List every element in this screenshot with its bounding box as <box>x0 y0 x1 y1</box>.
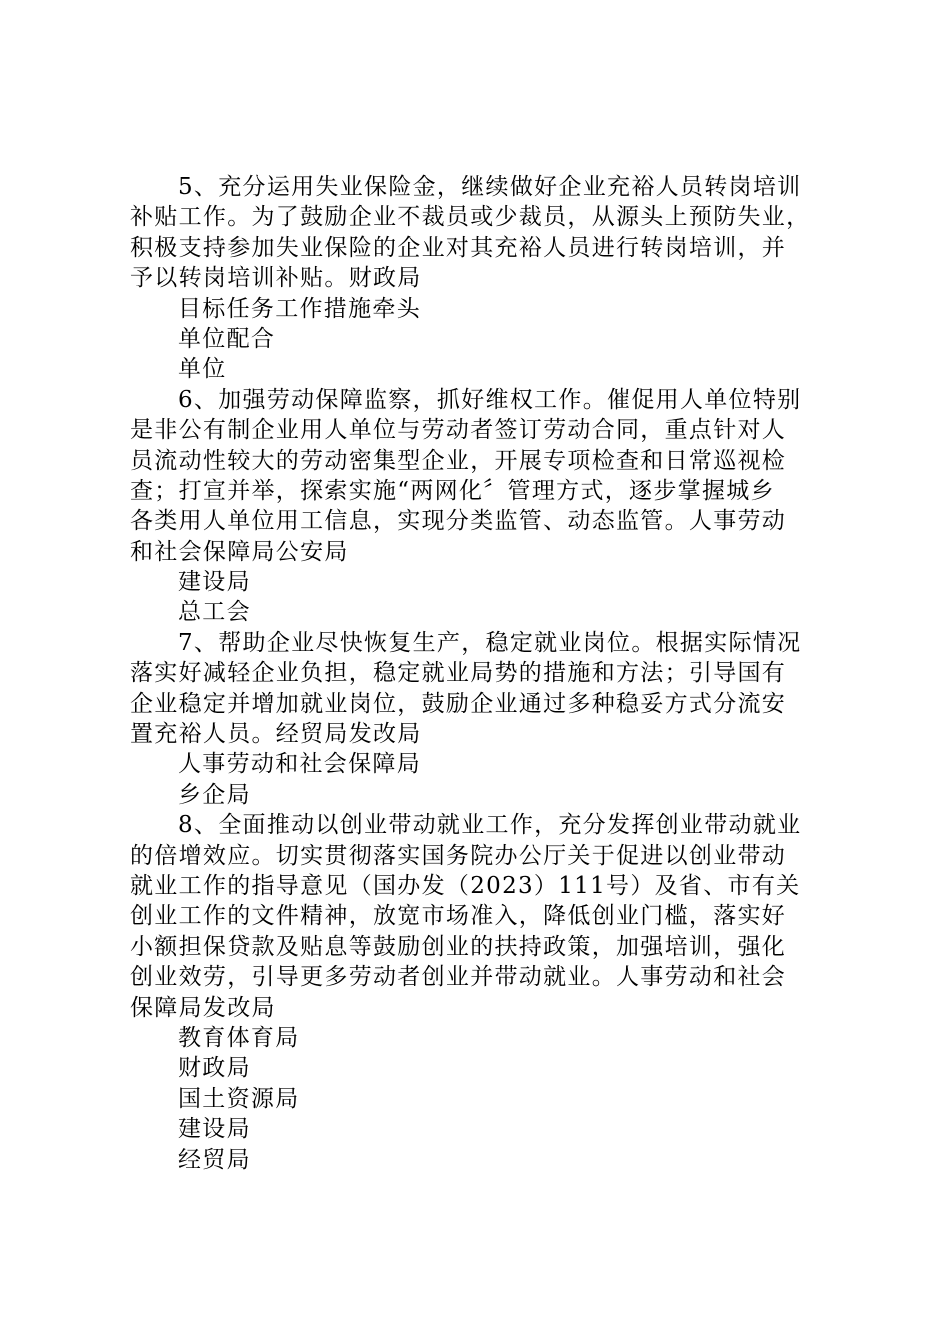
text-line: 置充裕人员。经贸局发改局 <box>130 721 422 748</box>
text-line: 是非公有制企业用人单位与劳动者签订劳动合同，重点针对人 <box>130 417 787 444</box>
text-line: 就业工作的指导意见（国办发（2023）111号）及省、市有关 <box>130 872 801 899</box>
text-line: 各类用人单位用工信息，实现分类监管、动态监管。人事劳动 <box>130 508 787 535</box>
text-line: 创业工作的文件精神，放宽市场准入，降低创业门槛，落实好 <box>130 903 787 930</box>
text-line: 企业稳定并增加就业岗位，鼓励企业通过多种稳妥方式分流安 <box>130 690 787 717</box>
text-line: 单位配合 <box>178 325 276 352</box>
text-line: 目标任务工作措施牵头 <box>178 295 421 322</box>
text-line: 积极支持参加失业保险的企业对其充裕人员进行转岗培训，并 <box>130 234 787 261</box>
text-line: 落实好减轻企业负担，稳定就业局势的措施和方法；引导国有 <box>130 660 787 687</box>
text-line: 7、帮助企业尽快恢复生产，稳定就业岗位。根据实际情况 <box>178 629 802 656</box>
text-line: 补贴工作。为了鼓励企业不裁员或少裁员，从源头上预防失业， <box>130 204 811 231</box>
text-line: 6、加强劳动保障监察，抓好维权工作。催促用人单位特别 <box>178 386 802 413</box>
text-line: 经贸局 <box>178 1146 251 1173</box>
text-line: 予以转岗培训补贴。财政局 <box>130 265 422 292</box>
text-line: 建设局 <box>178 569 251 596</box>
text-line: 8、全面推动以创业带动就业工作，充分发挥创业带动就业 <box>178 812 802 839</box>
text-line: 保障局发改局 <box>130 994 276 1021</box>
text-line: 国土资源局 <box>178 1085 300 1112</box>
text-line: 小额担保贷款及贴息等鼓励创业的扶持政策，加强培训，强化 <box>130 933 787 960</box>
text-line: 员流动性较大的劳动密集型企业，开展专项检查和日常巡视检 <box>130 447 787 474</box>
document-body <box>130 172 830 1175</box>
text-line: 建设局 <box>178 1116 251 1143</box>
text-line: 单位 <box>178 356 227 383</box>
text-line: 财政局 <box>178 1055 251 1082</box>
text-line: 教育体育局 <box>178 1024 300 1051</box>
text-line: 创业效劳，引导更多劳动者创业并带动就业。人事劳动和社会 <box>130 964 787 991</box>
text-line: 总工会 <box>178 599 251 626</box>
text-line: 查；打宣并举，探索实施“两网化〞管理方式，逐步掌握城乡 <box>130 477 775 504</box>
text-line: 和社会保障局公安局 <box>130 538 349 565</box>
text-line: 5、充分运用失业保险金，继续做好企业充裕人员转岗培训 <box>178 174 802 200</box>
text-line: 的倍增效应。切实贯彻落实国务院办公厅关于促进以创业带动 <box>130 842 787 869</box>
text-line: 人事劳动和社会保障局 <box>178 751 421 778</box>
text-line: 乡企局 <box>178 781 251 808</box>
